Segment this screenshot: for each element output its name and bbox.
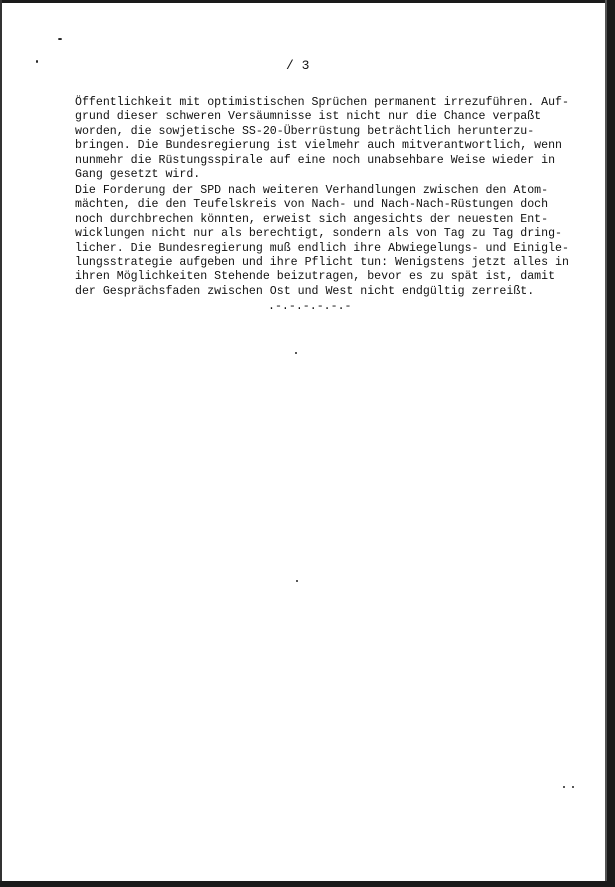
page-number: / 3 [286, 58, 310, 73]
scan-edge-top [0, 0, 615, 3]
text-line: wicklungen nicht nur als berechtigt, sondern als von Tag zu Tag dring- [75, 227, 563, 241]
scan-speck [295, 352, 297, 354]
text-line: mächten, die den Teufelskreis von Nach- und Nach-Nach-Rüstungen doch [75, 198, 549, 212]
text-line: lungsstrategie aufgeben und ihre Pflicht tun: Wenigstens jetzt alles in [75, 256, 569, 270]
scan-speck [572, 786, 574, 788]
paragraph-1 [75, 96, 587, 182]
text-line: bringen. Die Bundesregierung ist vielmehr auch mitverantwortlich, wenn [75, 139, 563, 153]
scan-speck [58, 38, 62, 40]
paragraph-2 [75, 184, 587, 299]
text-line: licher. Die Bundesregierung muß endlich ihre Abwiegelungs- und Einigle- [75, 241, 569, 255]
text-line: noch durchbrechen könnten, erweist sich angesichts der neuesten Ent- [75, 212, 549, 226]
scan-edge-right [607, 0, 615, 887]
text-line: Öffentlichkeit mit optimistischen Sprüchen permanent irrezuführen. Auf- [75, 96, 569, 109]
text-line: nunmehr die Rüstungsspirale auf eine noch unabsehbare Weise wieder in [75, 153, 556, 167]
text-line: worden, die sowjetische SS-20-Überrüstung beträchtlich herunterzu- [75, 124, 535, 138]
text-line: der Gesprächsfaden zwischen Ost und West nicht endgültig zerreißt. [75, 284, 535, 298]
text-line: Gang gesetzt wird. [75, 168, 201, 182]
section-separator: .-.-.-.-.-.- [268, 300, 352, 313]
text-line: Die Forderung der SPD nach weiteren Verhandlungen zwischen den Atom- [75, 184, 549, 197]
scan-edge-left [0, 0, 2, 887]
scan-speck [36, 60, 38, 63]
scan-edge-bottom [0, 881, 615, 887]
text-line: ihren Möglichkeiten Stehende beizutragen, bevor es zu spät ist, damit [75, 270, 556, 284]
scan-speck [296, 580, 298, 582]
text-line: grund dieser schweren Versäumnisse ist nicht nur die Chance verpaßt [75, 110, 542, 124]
scan-speck [563, 786, 565, 788]
